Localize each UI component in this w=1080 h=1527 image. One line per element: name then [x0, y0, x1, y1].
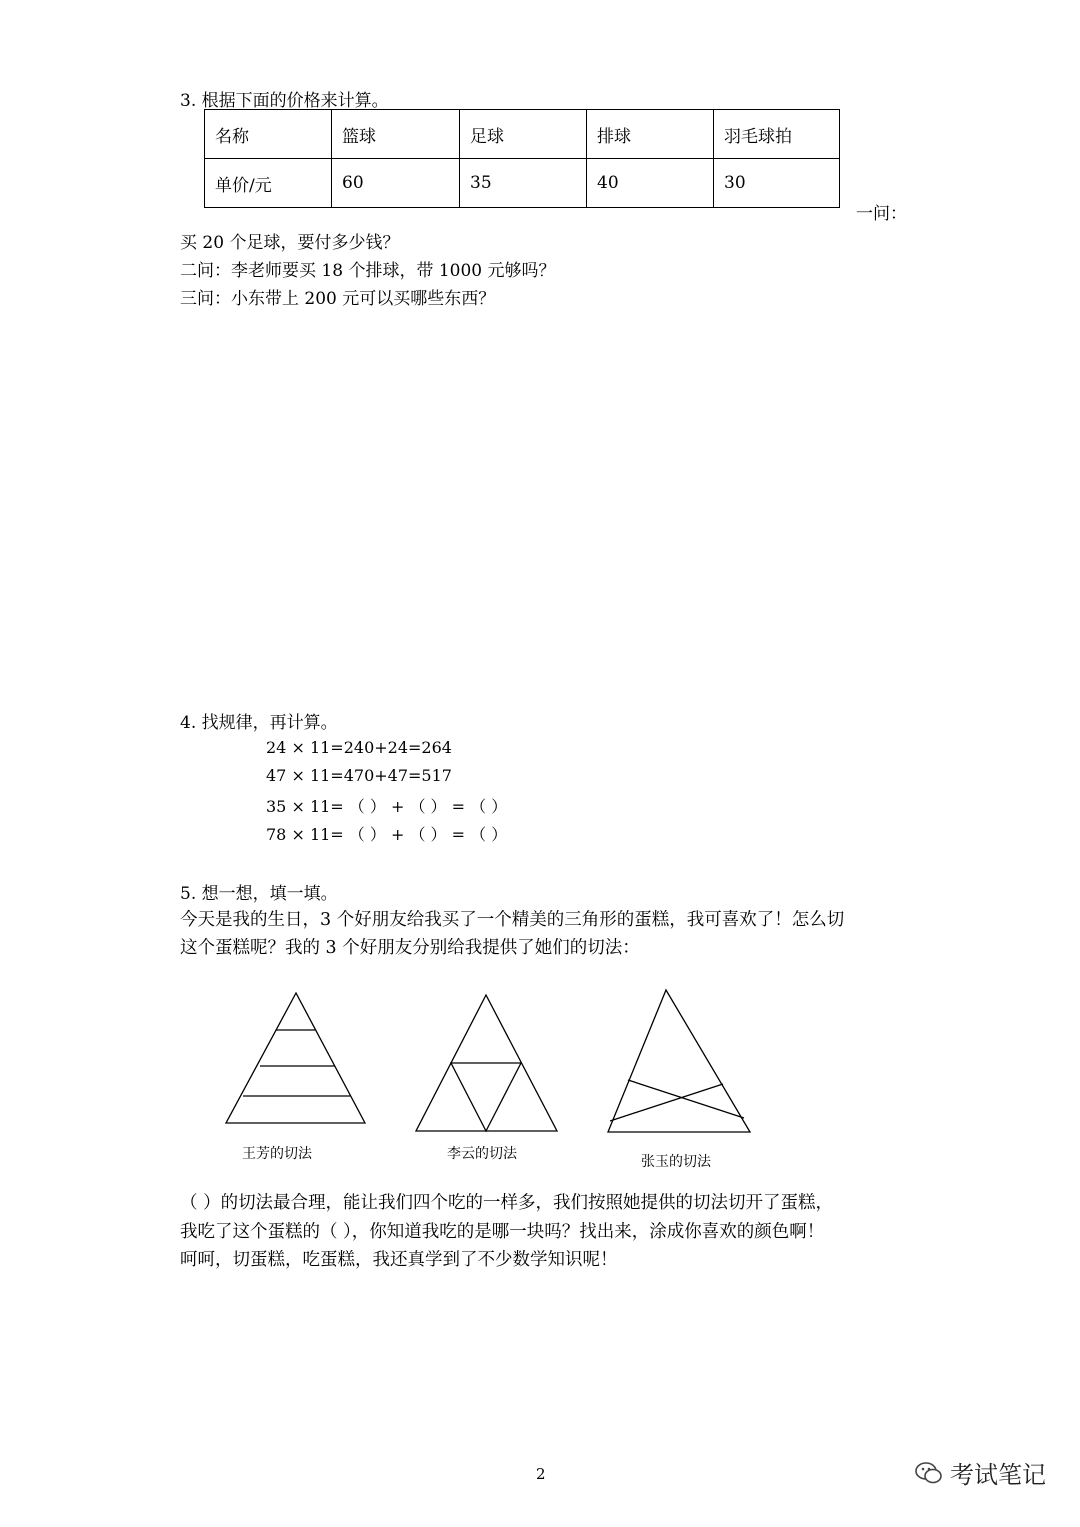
q3-title: 3. 根据下面的价格来计算。 [180, 91, 389, 111]
wechat-icon [914, 1458, 944, 1488]
q4-line: 47 × 11=470+47=517 [266, 766, 452, 785]
table-cell: 30 [714, 159, 840, 208]
q5-intro-line: 今天是我的生日，3 个好朋友给我买了一个精美的三角形的蛋糕，我可喜欢了！怎么切 [180, 910, 845, 930]
triangle-zhangyu [608, 990, 750, 1132]
caption-liyun: 李云的切法 [447, 1146, 517, 1162]
q5-title: 5. 想一想，填一填。 [180, 884, 338, 904]
table-cell: 单价/元 [205, 159, 332, 208]
q3-ask1: 买 20 个足球，要付多少钱？ [180, 233, 400, 253]
table-cell: 60 [332, 159, 460, 208]
q4-title: 4. 找规律，再计算。 [180, 713, 338, 733]
q5-end-line: （ ）的切法最合理，能让我们四个吃的一样多，我们按照她提供的切法切开了蛋糕， [180, 1193, 834, 1213]
watermark-text: 考试笔记 [950, 1461, 1046, 1489]
table-cell: 羽毛球拍 [714, 110, 840, 159]
q3-ask3: 三问：小东带上 200 元可以买哪些东西？ [180, 289, 496, 309]
q5-intro-line: 这个蛋糕呢？我的 3 个好朋友分别给我提供了她们的切法： [180, 938, 640, 958]
table-cell: 足球 [460, 110, 587, 159]
watermark [914, 1455, 1046, 1490]
page-number: 2 [536, 1465, 546, 1483]
q5-end-line: 呵呵，切蛋糕，吃蛋糕，我还真学到了不少数学知识呢！ [180, 1250, 618, 1270]
q4-line: 24 × 11=240+24=264 [266, 738, 452, 757]
q3-ask2: 二问：李老师要买 18 个排球，带 1000 元够吗？ [180, 261, 556, 281]
q3-ask1-label: 一问： [856, 204, 907, 224]
q4-line: 35 × 11= （ ） + （ ） = （ ） [266, 797, 508, 816]
table-cell: 排球 [587, 110, 714, 159]
table-cell: 篮球 [332, 110, 460, 159]
triangle-liyun [416, 995, 557, 1131]
caption-wangfang: 王芳的切法 [242, 1146, 312, 1162]
caption-zhangyu: 张玉的切法 [641, 1154, 711, 1170]
table-cell: 名称 [205, 110, 332, 159]
table-cell: 40 [587, 159, 714, 208]
q5-end-line: 我吃了这个蛋糕的（ ），你知道我吃的是哪一块吗？找出来，涂成你喜欢的颜色啊！ [180, 1222, 825, 1242]
table-cell: 35 [460, 159, 587, 208]
triangle-wangfang [226, 993, 365, 1123]
q4-line: 78 × 11= （ ） + （ ） = （ ） [266, 825, 508, 844]
